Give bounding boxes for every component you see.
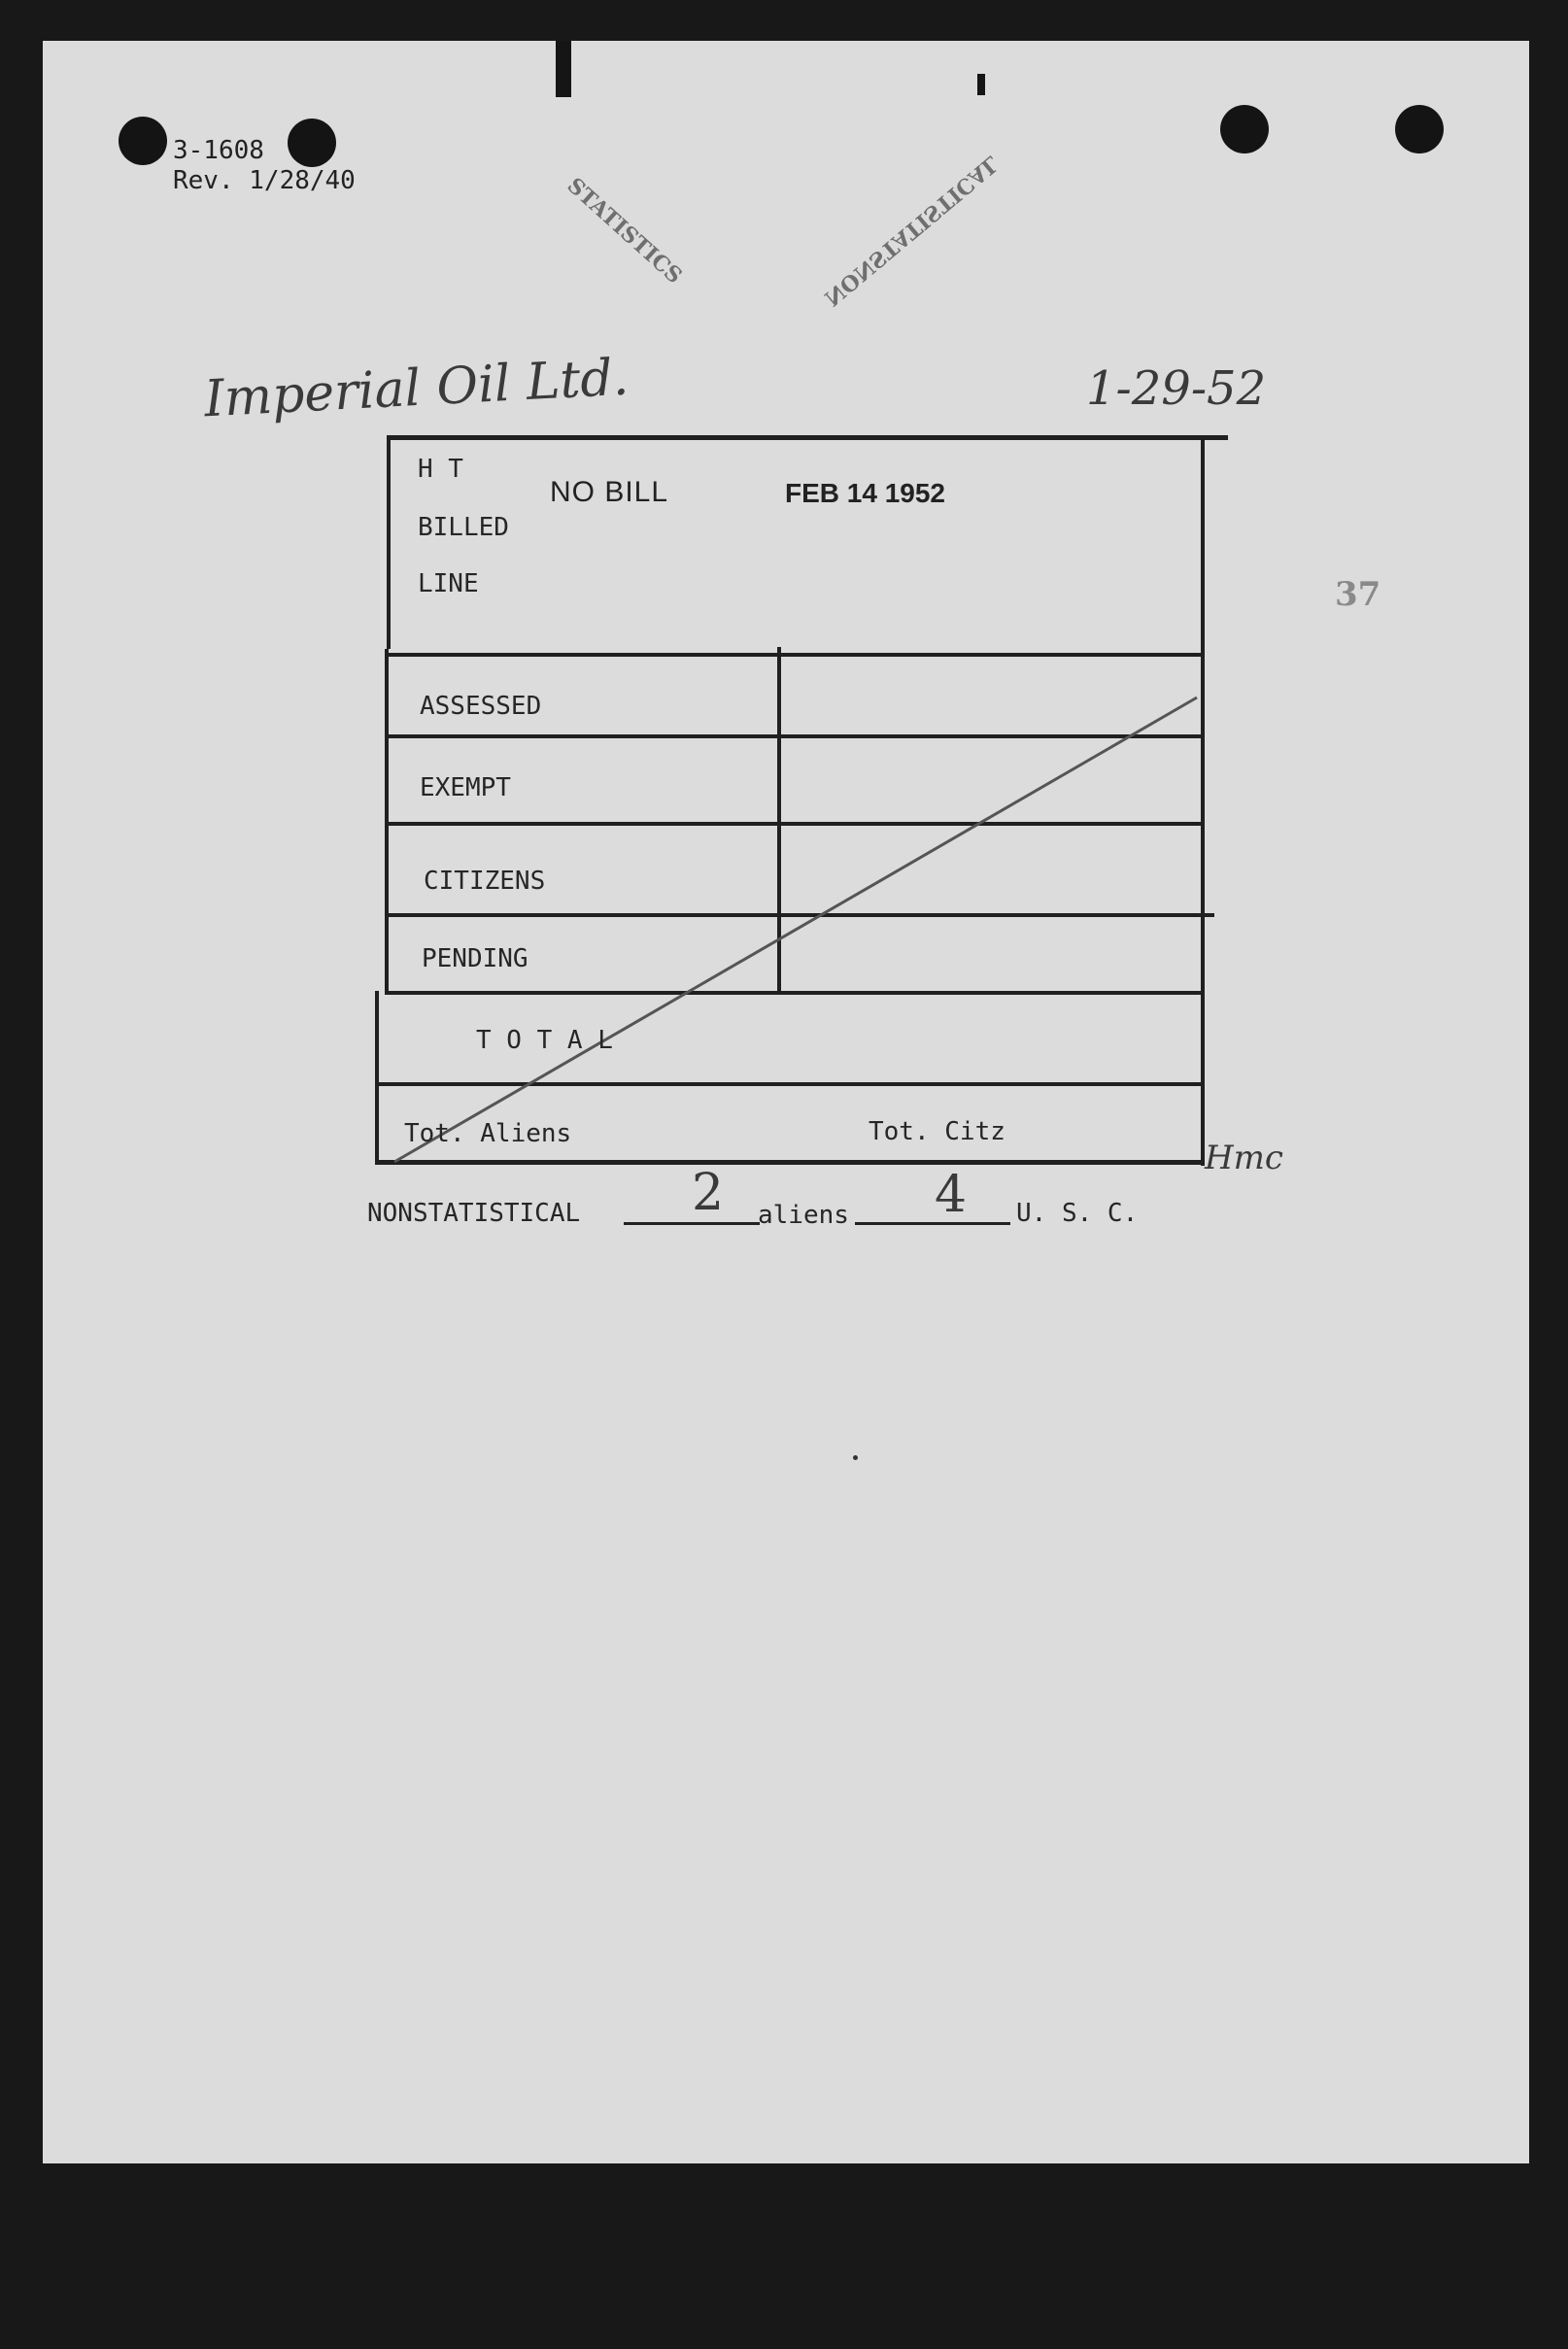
tot-aliens-label: Tot. Aliens xyxy=(404,1119,572,1148)
nonstatistical-label: NONSTATISTICAL xyxy=(367,1199,581,1228)
aliens-label: aliens xyxy=(758,1201,849,1230)
form-revision: Rev. 1/28/40 xyxy=(173,166,356,195)
usc-count: 4 xyxy=(935,1166,968,1224)
label-billed: BILLED xyxy=(418,513,509,542)
aliens-count: 2 xyxy=(692,1164,725,1222)
company-name-handwritten: Imperial Oil Ltd. xyxy=(202,348,631,429)
no-bill-stamp: NO BILL xyxy=(550,476,669,508)
row-pending: PENDING xyxy=(422,944,528,973)
ink-speck xyxy=(853,1455,858,1460)
tot-citizens-label: Tot. Citz xyxy=(869,1117,1006,1146)
aliens-count-underline xyxy=(624,1222,760,1225)
usc-label: U. S. C. xyxy=(1016,1199,1139,1228)
row-assessed: ASSESSED xyxy=(420,692,542,721)
page-mark: 37 xyxy=(1335,575,1381,614)
usc-count-underline xyxy=(855,1222,1010,1225)
initials-handwritten: Hmc xyxy=(1205,1139,1283,1177)
date-handwritten: 1-29-52 xyxy=(1086,361,1267,416)
row-citizens: CITIZENS xyxy=(424,867,546,896)
label-line: LINE xyxy=(418,569,479,598)
total-label: T O T A L xyxy=(476,1026,613,1055)
row-exempt: EXEMPT xyxy=(420,773,511,802)
nonstatistical-stamp: NONSTATISTICAL xyxy=(819,151,1004,311)
label-ht: H T xyxy=(418,455,463,484)
date-received-stamp: FEB 14 1952 xyxy=(785,478,945,508)
statistics-stamp: STATISTICS xyxy=(562,173,688,289)
form-number: 3-1608 xyxy=(173,136,264,165)
